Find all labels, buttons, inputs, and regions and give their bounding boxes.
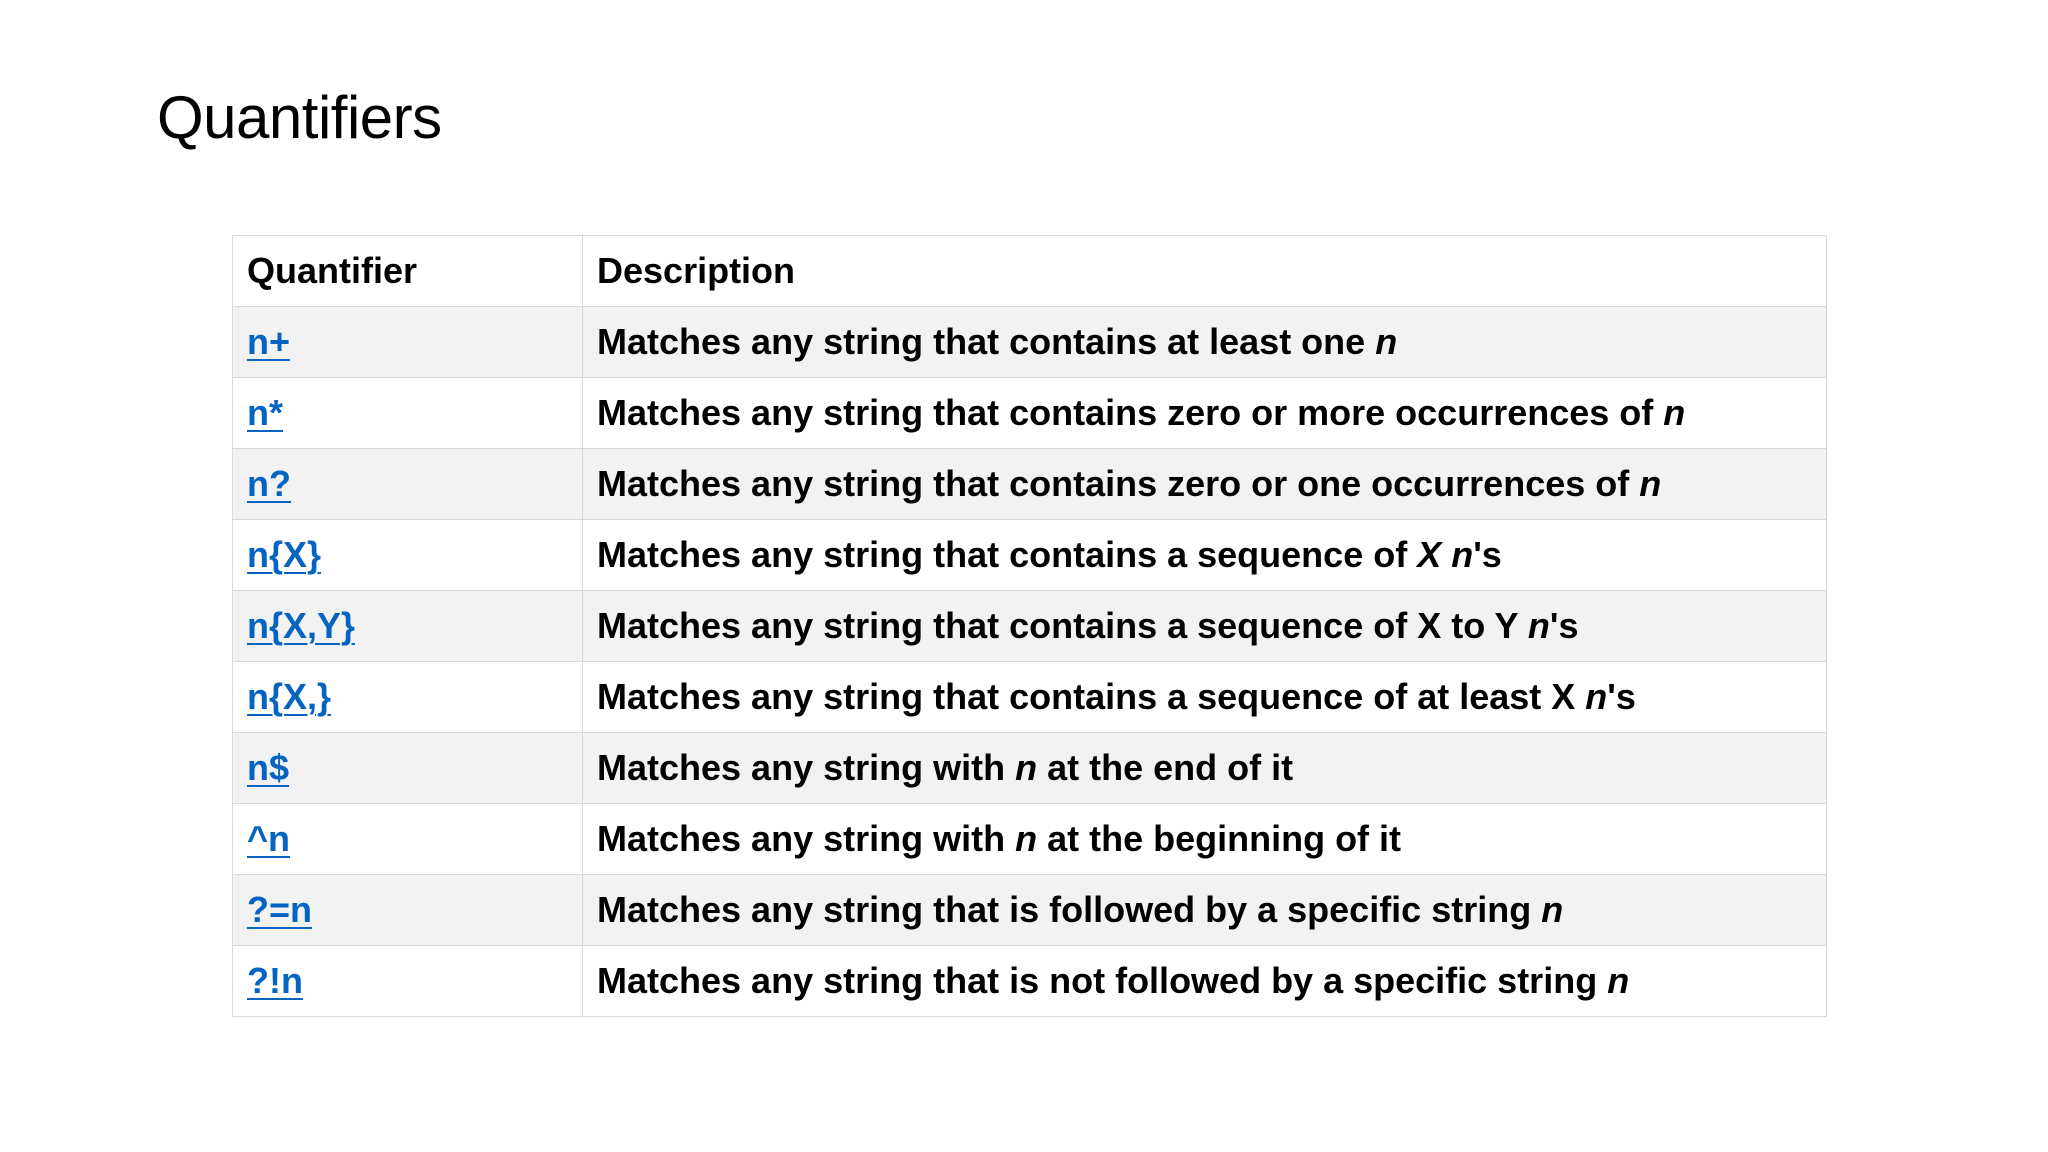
table-header-row [233, 236, 1827, 307]
description-text: 's [1607, 676, 1636, 717]
table-row [233, 591, 1827, 662]
quantifier-link[interactable]: n{X} [247, 534, 322, 575]
quantifier-cell [233, 804, 583, 875]
table-row [233, 875, 1827, 946]
description-cell [583, 804, 1827, 875]
table-row [233, 449, 1827, 520]
quantifier-link[interactable]: n{X,} [247, 676, 332, 717]
quantifier-cell [233, 662, 583, 733]
description-italic-text: n [1451, 534, 1474, 575]
quantifier-cell [233, 591, 583, 662]
quantifier-link[interactable]: n$ [247, 747, 290, 788]
description-cell [583, 733, 1827, 804]
description-italic-text: n [1527, 605, 1550, 646]
description-italic-text: n [1015, 747, 1038, 788]
description-italic-text: n [1639, 463, 1662, 504]
quantifier-link[interactable]: n* [247, 392, 283, 433]
quantifier-link[interactable]: n? [247, 463, 291, 504]
description-italic-text: n [1375, 321, 1398, 362]
quantifier-link[interactable]: ?=n [247, 889, 313, 930]
quantifier-cell [233, 449, 583, 520]
description-italic-text: n [1663, 392, 1686, 433]
quantifier-cell [233, 307, 583, 378]
table-row [233, 307, 1827, 378]
description-cell [583, 520, 1827, 591]
quantifier-cell [233, 946, 583, 1017]
table-row [233, 378, 1827, 449]
description-text: Matches any string that contains zero or one occurrences of [597, 463, 1640, 504]
quantifier-link[interactable]: ^n [247, 818, 291, 859]
description-italic-text: X [1417, 534, 1442, 575]
description-cell [583, 662, 1827, 733]
description-cell [583, 591, 1827, 662]
slide-title: Quantifiers [157, 84, 442, 151]
description-cell [583, 307, 1827, 378]
table-row [233, 520, 1827, 591]
table-body [233, 307, 1827, 1017]
quantifier-cell [233, 733, 583, 804]
description-text: 's [1473, 534, 1502, 575]
description-cell [583, 946, 1827, 1017]
description-italic-text: n [1015, 818, 1038, 859]
description-text: Matches any string with [597, 747, 1016, 788]
description-cell [583, 449, 1827, 520]
quantifier-cell [233, 875, 583, 946]
table-row [233, 662, 1827, 733]
description-italic-text: n [1607, 960, 1630, 1001]
header-description: Description [583, 236, 1827, 307]
description-text: Matches any string that contains a sequence of [597, 534, 1418, 575]
quantifier-link[interactable]: n{X,Y} [247, 605, 356, 646]
description-text: Matches any string with [597, 818, 1016, 859]
description-text [1441, 534, 1451, 575]
table-row [233, 946, 1827, 1017]
quantifier-link[interactable]: ?!n [247, 960, 303, 1001]
description-cell [583, 875, 1827, 946]
description-text: at the end of it [1037, 747, 1294, 788]
description-text: 's [1549, 605, 1579, 646]
description-text: Matches any string that contains a sequence of at least X [597, 676, 1586, 717]
description-text: Matches any string that is not followed by a specific string [597, 960, 1608, 1001]
description-text: Matches any string that contains zero or more occurrences of [597, 392, 1664, 433]
description-italic-text: n [1541, 889, 1564, 930]
header-quantifier: Quantifier [233, 236, 583, 307]
quantifier-cell [233, 520, 583, 591]
quantifier-table [232, 235, 1827, 1017]
table-row [233, 733, 1827, 804]
quantifier-cell [233, 378, 583, 449]
table-row [233, 804, 1827, 875]
description-text: at the beginning of it [1037, 818, 1402, 859]
description-text: Matches any string that contains a sequence of X to Y [597, 605, 1528, 646]
description-text: Matches any string that is followed by a specific string [597, 889, 1542, 930]
quantifier-link[interactable]: n+ [247, 321, 291, 362]
description-cell [583, 378, 1827, 449]
description-text: Matches any string that contains at least one [597, 321, 1376, 362]
description-italic-text: n [1585, 676, 1608, 717]
